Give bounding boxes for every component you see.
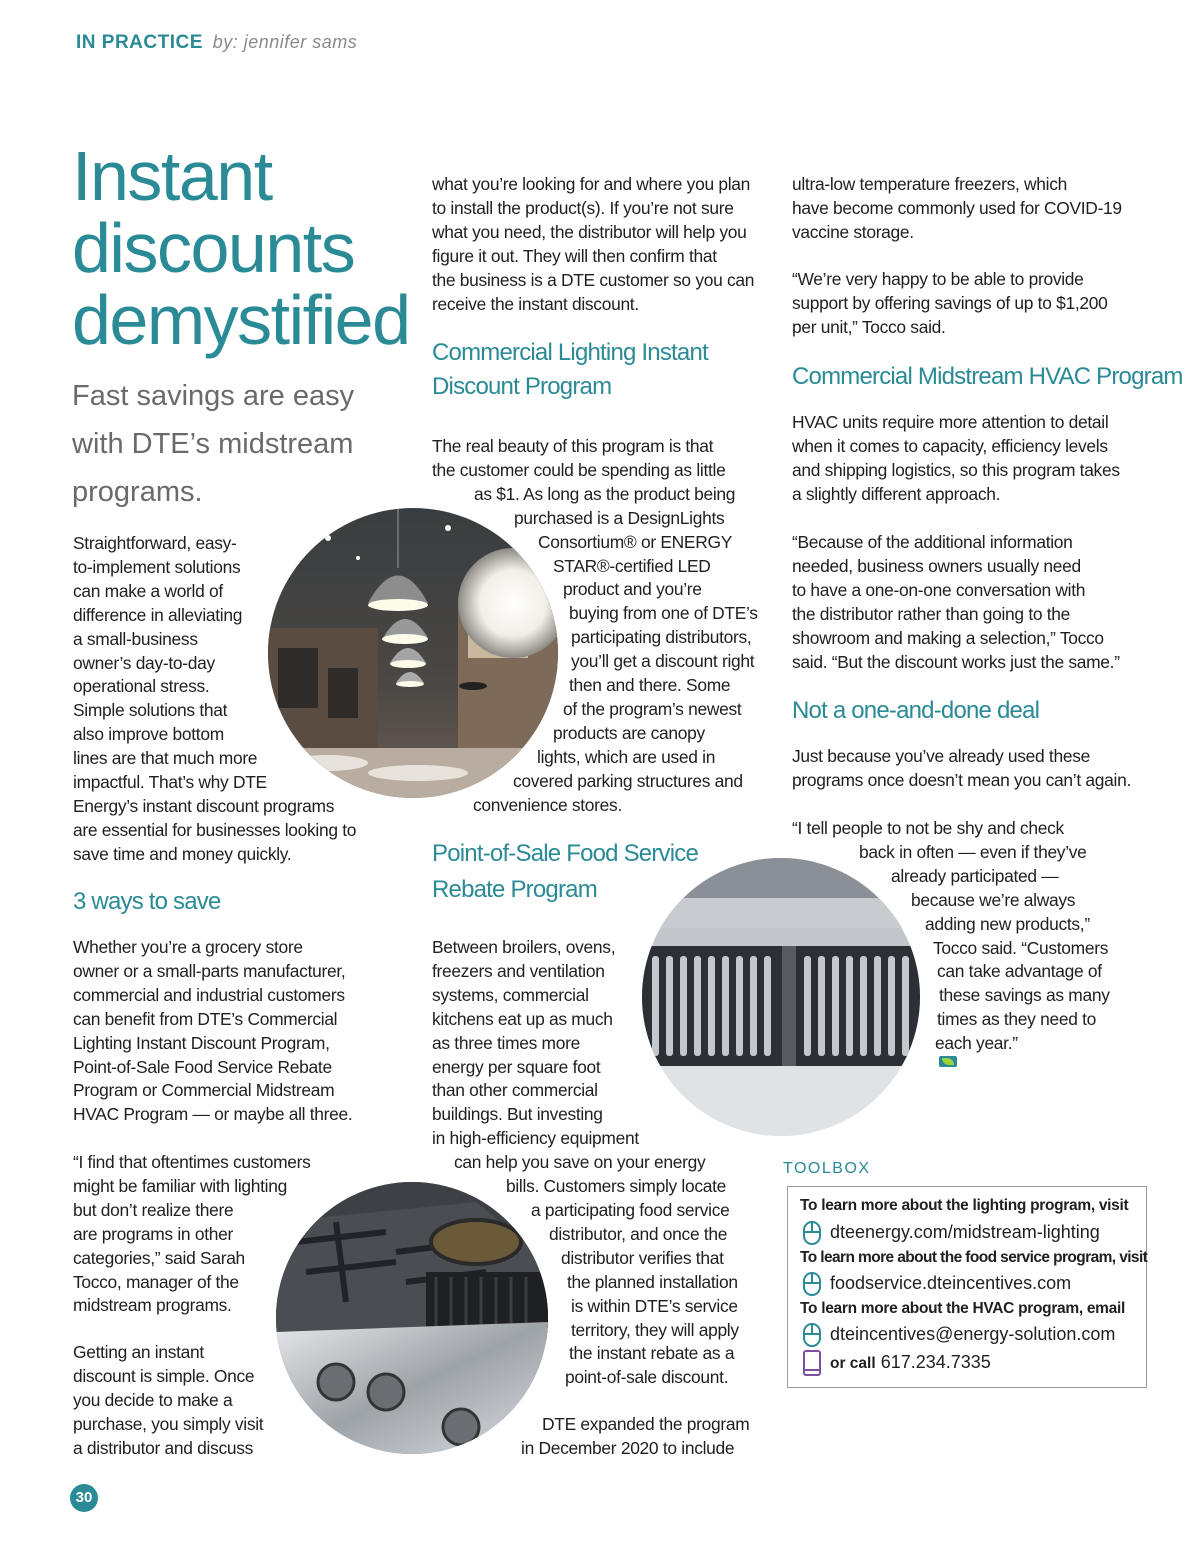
text-line: “I tell people to not be shy and check: [792, 818, 1064, 838]
text-line: in December 2020 to include: [521, 1437, 735, 1458]
mouse-icon: [800, 1271, 824, 1297]
text-line: but don’t realize there: [73, 1199, 234, 1220]
text-line: Lighting Instant Discount Program,: [73, 1032, 330, 1053]
text-line: difference in alleviating: [73, 604, 243, 625]
mouse-icon: [800, 1322, 824, 1348]
text-line: freezers and ventilation: [432, 960, 605, 981]
hvac-heading: To learn more about the HVAC program, email: [800, 1300, 1125, 1317]
text-line: support by offering savings of up to $1,200: [792, 292, 1108, 313]
heading-text: Not a one-and-done deal: [792, 697, 1040, 724]
text-line: these savings as many: [939, 985, 1110, 1006]
page-title: [72, 137, 410, 359]
heading-hvac-program: [792, 360, 1183, 394]
text-line: then and there. Some: [569, 675, 731, 696]
food-link[interactable]: foodservice.dteincentives.com: [830, 1272, 1072, 1293]
heading-text: Discount Program: [432, 373, 612, 400]
text-line: products are canopy: [553, 722, 705, 743]
col3-para4: [792, 531, 1120, 674]
text-line: of the program’s newest: [563, 698, 742, 719]
text-line: DTE expanded the program: [542, 1414, 750, 1434]
text-line: a participating food service: [531, 1199, 730, 1220]
text-line: lights, which are used in: [537, 746, 716, 767]
col3-para1: [792, 173, 1122, 245]
text-line: Point-of-Sale Food Service Rebate: [73, 1056, 332, 1077]
heading-text: Point-of-Sale Food Service: [432, 840, 699, 867]
text-line: showroom and making a selection,” Tocco: [792, 627, 1104, 648]
text-line: per unit,” Tocco said.: [792, 316, 946, 337]
text-line: impactful. That’s why DTE: [73, 772, 267, 793]
text-line: participating distributors,: [571, 627, 752, 648]
text-line: purchased is a DesignLights: [514, 507, 725, 528]
text-line: “I find that oftentimes customers: [73, 1152, 311, 1172]
text-line: a small-business: [73, 628, 198, 649]
text-line: product and you’re: [563, 579, 702, 600]
text-line: kitchens eat up as much: [432, 1008, 613, 1029]
text-line: because we’re always: [911, 889, 1076, 910]
deck-line: programs.: [72, 476, 203, 508]
lighting-link[interactable]: dteenergy.com/midstream-lighting: [830, 1221, 1100, 1242]
text-line: discount is simple. Once: [73, 1365, 255, 1386]
text-line: have become commonly used for COVID-19: [792, 197, 1122, 218]
text-line: receive the instant discount.: [432, 293, 639, 314]
text-line: you decide to make a: [73, 1389, 233, 1410]
text-line: STAR®-certified LED: [553, 555, 711, 576]
text-line: [792, 1032, 1110, 1067]
deck-line: with DTE’s midstream: [72, 428, 354, 460]
deck-line: Fast savings are easy: [72, 380, 355, 412]
text-line: the instant rebate as a: [569, 1343, 735, 1364]
text-line: vaccine storage.: [792, 221, 914, 242]
text-line: Whether you’re a grocery store: [73, 937, 303, 957]
text-line: Tocco, manager of the: [73, 1271, 239, 1292]
text-line: programs once doesn’t mean you can’t again.: [792, 769, 1131, 790]
lighting-heading: To learn more about the lighting program, visit: [800, 1197, 1129, 1214]
phone-icon: [800, 1349, 824, 1377]
text-line: commercial and industrial customers: [73, 984, 345, 1005]
text-line: territory, they will apply: [571, 1319, 739, 1340]
text-line: what you need, the distributor will help you: [432, 221, 747, 242]
col1-para2: [73, 936, 352, 1127]
text-line: The real beauty of this program is that: [432, 436, 714, 456]
heading-text: Rebate Program: [432, 876, 597, 903]
hvac-email[interactable]: dteincentives@energy-solution.com: [830, 1323, 1116, 1344]
text-line: can take advantage of: [937, 961, 1102, 982]
heading-not-one-and-done: [792, 694, 1039, 728]
text-line: convenience stores.: [473, 794, 622, 815]
text-line: purchase, you simply visit: [73, 1413, 264, 1434]
title-line: discounts: [72, 209, 355, 287]
text-line: Simple solutions that: [73, 700, 228, 721]
text-line: are essential for businesses looking to: [73, 819, 357, 840]
text-line: categories,” said Sarah: [73, 1247, 245, 1268]
text-line: as three times more: [432, 1032, 580, 1053]
title-line: Instant: [72, 137, 272, 215]
col3-para6: [792, 817, 1110, 1067]
text-line: back in often — even if they’ve: [859, 841, 1087, 862]
food-heading: To learn more about the food service program, visit: [800, 1249, 1148, 1266]
text-line: is within DTE’s service: [571, 1295, 738, 1316]
text-line: are programs in other: [73, 1223, 233, 1244]
text-line: systems, commercial: [432, 984, 589, 1005]
text-line: adding new products,”: [925, 913, 1090, 934]
text-line: buying from one of DTE’s: [569, 603, 758, 624]
text-line: as $1. As long as the product being: [474, 483, 736, 504]
text-line: also improve bottom: [73, 724, 224, 745]
text-line: save time and money quickly.: [73, 843, 292, 864]
text-line: Just because you’ve already used these: [792, 746, 1090, 766]
text-line: HVAC Program — or maybe all three.: [73, 1104, 353, 1125]
text-line: to-implement solutions: [73, 556, 241, 577]
deck: [72, 372, 372, 516]
heading-text: Commercial Midstream HVAC Program: [792, 363, 1183, 390]
text-line: figure it out. They will then confirm that: [432, 245, 717, 266]
text-line: needed, business owners usually need: [792, 555, 1081, 576]
col1-intro: [73, 532, 356, 867]
text-line: the distributor rather than going to the: [792, 603, 1071, 624]
text-line: said. “But the discount works just the same.”: [792, 651, 1120, 672]
col3-para5: [792, 745, 1131, 793]
col2-para2: [432, 435, 762, 818]
closing-text: each year.”: [935, 1033, 1018, 1054]
text-line: energy per square foot: [432, 1056, 601, 1077]
phone-row[interactable]: [800, 1349, 991, 1377]
text-line: ultra-low temperature freezers, which: [792, 174, 1067, 194]
text-line: buildings. But investing: [432, 1104, 603, 1125]
col3-para3: [792, 411, 1120, 507]
text-line: Tocco said. “Customers: [933, 937, 1109, 958]
heading-lighting-program: [432, 336, 708, 404]
text-line: distributor, and once the: [549, 1223, 728, 1244]
text-line: owner or a small-parts manufacturer,: [73, 960, 346, 981]
text-line: Between broilers, ovens,: [432, 937, 616, 957]
col2-para1: [432, 173, 754, 316]
text-line: distributor verifies that: [561, 1247, 724, 1268]
text-line: already participated —: [891, 865, 1059, 886]
text-line: you’ll get a discount right: [571, 651, 755, 672]
text-line: the business is a DTE customer so you can: [432, 269, 755, 290]
text-line: times as they need to: [937, 1009, 1097, 1030]
text-line: covered parking structures and: [513, 770, 743, 791]
lighting-link-row[interactable]: [800, 1220, 1100, 1246]
text-line: operational stress.: [73, 676, 210, 697]
text-line: to have a one-on-one conversation with: [792, 579, 1086, 600]
text-line: Getting an instant: [73, 1342, 204, 1362]
text-line: can benefit from DTE’s Commercial: [73, 1008, 338, 1029]
heading-text: Commercial Lighting Instant: [432, 339, 708, 366]
call-label: or call: [830, 1354, 876, 1372]
text-line: Energy’s instant discount programs: [73, 795, 335, 816]
heading-text: 3 ways to save: [73, 888, 221, 915]
text-line: owner’s day-to-day: [73, 652, 215, 673]
col1-para4: [73, 1341, 263, 1461]
title-line: demystified: [72, 281, 410, 359]
text-line: the planned installation: [567, 1271, 738, 1292]
text-line: can make a world of: [73, 580, 223, 601]
text-line: the customer could be spending as little: [432, 459, 726, 480]
col1-para3: [73, 1151, 311, 1318]
text-line: a slightly different approach.: [792, 483, 1001, 504]
heading-3-ways: [73, 885, 221, 919]
text-line: HVAC units require more attention to detail: [792, 412, 1109, 432]
col2-para4: [432, 1413, 749, 1461]
text-line: than other commercial: [432, 1080, 598, 1101]
byline: by: jennifer sams: [212, 32, 358, 52]
leaf-logo-icon: [939, 1056, 957, 1067]
toolbox: [787, 1186, 1147, 1388]
heading-food-service-program: [432, 837, 698, 907]
text-line: point-of-sale discount.: [565, 1367, 729, 1388]
text-line: midstream programs.: [73, 1295, 232, 1316]
text-line: bills. Customers simply locate: [506, 1176, 727, 1197]
text-line: Program or Commercial Midstream: [73, 1080, 335, 1101]
phone-number[interactable]: 617.234.7335: [880, 1351, 991, 1372]
section-label: IN PRACTICE: [76, 32, 203, 53]
text-line: to install the product(s). If you’re not sure: [432, 197, 734, 218]
text-line: can help you save on your energy: [454, 1152, 706, 1173]
text-line: when it comes to capacity, efficiency levels: [792, 435, 1108, 456]
text-line: and shipping logistics, so this program takes: [792, 459, 1120, 480]
text-line: a distributor and discuss: [73, 1437, 254, 1458]
section-header: [76, 32, 357, 54]
toolbox-label: TOOLBOX: [783, 1160, 871, 1177]
text-line: “Because of the additional information: [792, 532, 1073, 552]
mouse-icon: [800, 1220, 824, 1246]
text-line: Consortium® or ENERGY: [538, 531, 732, 552]
text-line: lines are that much more: [73, 748, 258, 769]
text-line: in high-efficiency equipment: [432, 1128, 639, 1149]
col3-para2: [792, 268, 1108, 340]
hvac-email-row[interactable]: [800, 1322, 1115, 1348]
text-line: what you’re looking for and where you plan: [432, 174, 751, 194]
food-link-row[interactable]: [800, 1271, 1071, 1297]
text-line: “We’re very happy to be able to provide: [792, 269, 1084, 289]
text-line: Straightforward, easy-: [73, 533, 237, 553]
page-number: 30: [70, 1484, 98, 1512]
text-line: might be familiar with lighting: [73, 1175, 287, 1196]
